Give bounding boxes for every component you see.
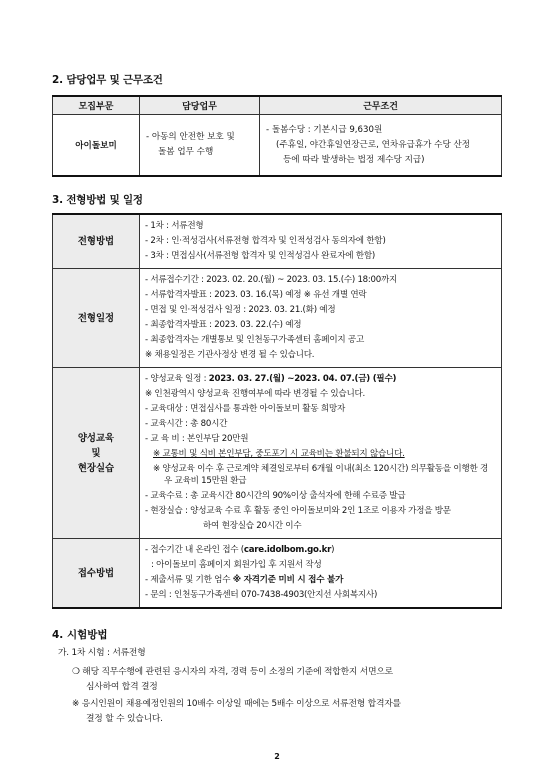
training-schedule bbox=[145, 372, 495, 387]
selection-table bbox=[52, 213, 502, 609]
training-line: 하여 현장실습 20시간 이수 bbox=[203, 521, 302, 531]
training-label-line: 현장실습 bbox=[77, 462, 115, 474]
training-line: - 교육수료 : 총 교육시간 80시간의 90%이상 출석자에 한해 수료증 발급 bbox=[145, 491, 406, 501]
row-apply bbox=[53, 539, 502, 609]
training-line: ※ 인천광역시 양성교육 진행여부에 따라 변경될 수 있습니다. bbox=[145, 389, 366, 399]
training-refund-condition: ※ 양성교육 이수 후 근로계약 체결일로부터 6개월 이내(최소 120시간) 의무활동을 이행한 경우 교육비 15만원 환급 bbox=[153, 464, 489, 486]
apply-content bbox=[140, 539, 502, 609]
section-2-title: 2. 담당업무 및 근무조건 bbox=[52, 74, 163, 86]
schedule-content bbox=[140, 269, 502, 368]
schedule-line: - 최종합격자는 개별통보 및 인천동구가족센터 홈페이지 공고 bbox=[145, 335, 365, 345]
schedule-line: ※ 채용일정은 기관사정상 변경 될 수 있습니다. bbox=[145, 350, 315, 360]
method-label: 전형방법 bbox=[53, 214, 140, 269]
duty-description bbox=[140, 115, 260, 177]
apply-documents bbox=[145, 573, 495, 588]
training-label-line: 양성교육 bbox=[77, 432, 115, 444]
duty-line: - 아동의 안전한 보호 및 bbox=[146, 132, 235, 142]
duty-table-row bbox=[53, 115, 502, 177]
method-line: - 1차 : 서류전형 bbox=[145, 221, 204, 231]
header-condition: 근무조건 bbox=[260, 96, 502, 115]
section-4-note-a: ※ 응시인원이 채용예정인원의 10배수 이상일 때에는 5배수 이상으로 서류전형 합격자를 bbox=[72, 699, 401, 709]
header-recruit-field: 모집부문 bbox=[53, 96, 140, 115]
schedule-line: - 최종합격자발표 : 2023. 03. 22.(수) 예정 bbox=[145, 320, 302, 330]
training-schedule-dates: 2023. 03. 27.(월) ~2023. 04. 07.(금) (필수) bbox=[208, 374, 397, 384]
section-4-note-b: 결정 할 수 있습니다. bbox=[86, 714, 163, 724]
training-line: - 교육대상 : 면접심사를 통과한 아이돌보미 활동 희망자 bbox=[145, 404, 346, 414]
duty-table bbox=[52, 95, 502, 177]
apply-online-prefix: - 접수기간 내 온라인 접수 ( bbox=[145, 545, 244, 555]
apply-online-suffix: ) bbox=[331, 545, 335, 555]
condition-line: (주휴일, 야간휴일연장근로, 연차유급휴가 수당 산정 bbox=[276, 139, 471, 150]
training-refund-note: ※ 교통비 및 식비 본인부담, 중도포기 시 교육비는 환불되지 않습니다. bbox=[153, 449, 405, 459]
training-schedule-prefix: - 양성교육 일정 : bbox=[145, 374, 209, 384]
apply-label: 접수방법 bbox=[53, 539, 140, 609]
apply-line: : 아이돌보미 홈페이지 회원가입 후 지원서 작성 bbox=[151, 560, 322, 570]
row-schedule bbox=[53, 269, 502, 368]
schedule-line: - 서류합격자발표 : 2023. 03. 16.(목) 예정 ※ 유선 개별 연락 bbox=[145, 290, 367, 300]
training-line: - 현장실습 : 양성교육 수료 후 활동 중인 아이돌보미와 2인 1조로 이용자 가정을 방문 bbox=[145, 506, 451, 516]
section-4-title: 4. 시험방법 bbox=[52, 629, 108, 641]
condition-line: - 돌봄수당 : 기본시급 9,630원 bbox=[266, 124, 383, 135]
schedule-label: 전형일정 bbox=[53, 269, 140, 368]
page-number: 2 bbox=[274, 752, 280, 761]
condition-line: 등에 따라 발생하는 법정 제수당 지급) bbox=[283, 154, 425, 165]
training-line: - 교 육 비 : 본인부담 20만원 bbox=[145, 434, 249, 444]
training-line: - 교육시간 : 총 80시간 bbox=[145, 419, 228, 429]
apply-documents-prefix: - 제출서류 및 기한 엄수 bbox=[145, 575, 233, 585]
method-line: - 2차 : 인·적성검사(서류전형 합격자 및 인적성검사 동의자에 한함) bbox=[145, 236, 386, 246]
duty-line: 돌봄 업무 수행 bbox=[158, 147, 214, 157]
apply-url-link[interactable]: care.idolbom.go.kr bbox=[243, 545, 332, 555]
schedule-line: - 서류접수기간 : 2023. 02. 20.(월) ~ 2023. 03. 15.(수) 18:00까지 bbox=[145, 275, 398, 285]
work-condition bbox=[260, 115, 502, 177]
section-3-title: 3. 전형방법 및 일정 bbox=[52, 194, 143, 206]
training-label-line: 및 bbox=[91, 447, 101, 459]
apply-documents-warning: ※ 자격기준 미비 시 접수 불가 bbox=[232, 575, 344, 585]
row-training bbox=[53, 368, 502, 539]
schedule-line: - 면접 및 인·적성검사 일정 : 2023. 03. 21.(화) 예정 bbox=[145, 305, 336, 315]
apply-contact: - 문의 : 인천동구가족센터 070-7438-4903(안지선 사회복지사) bbox=[145, 590, 378, 600]
duty-table-header bbox=[53, 96, 502, 115]
section-4-sub: 가. 1차 시험 : 서류전형 bbox=[58, 648, 146, 658]
training-content bbox=[140, 368, 502, 539]
recruit-position: 아이돌보미 bbox=[53, 115, 140, 177]
training-label bbox=[53, 368, 140, 539]
section-4-bullet-1a: ❍ 해당 직무수행에 관련된 응시자의 자격, 경력 등이 소정의 기준에 적합한지 서면으로 bbox=[72, 667, 393, 677]
method-content bbox=[140, 214, 502, 269]
apply-online bbox=[145, 543, 495, 558]
header-duty: 담당업무 bbox=[140, 96, 260, 115]
method-line: - 3차 : 면접심사(서류전형 합격자 및 인적성검사 완료자에 한함) bbox=[145, 251, 376, 261]
section-4-bullet-1b: 심사하여 합격 결정 bbox=[86, 682, 158, 692]
row-method bbox=[53, 214, 502, 269]
